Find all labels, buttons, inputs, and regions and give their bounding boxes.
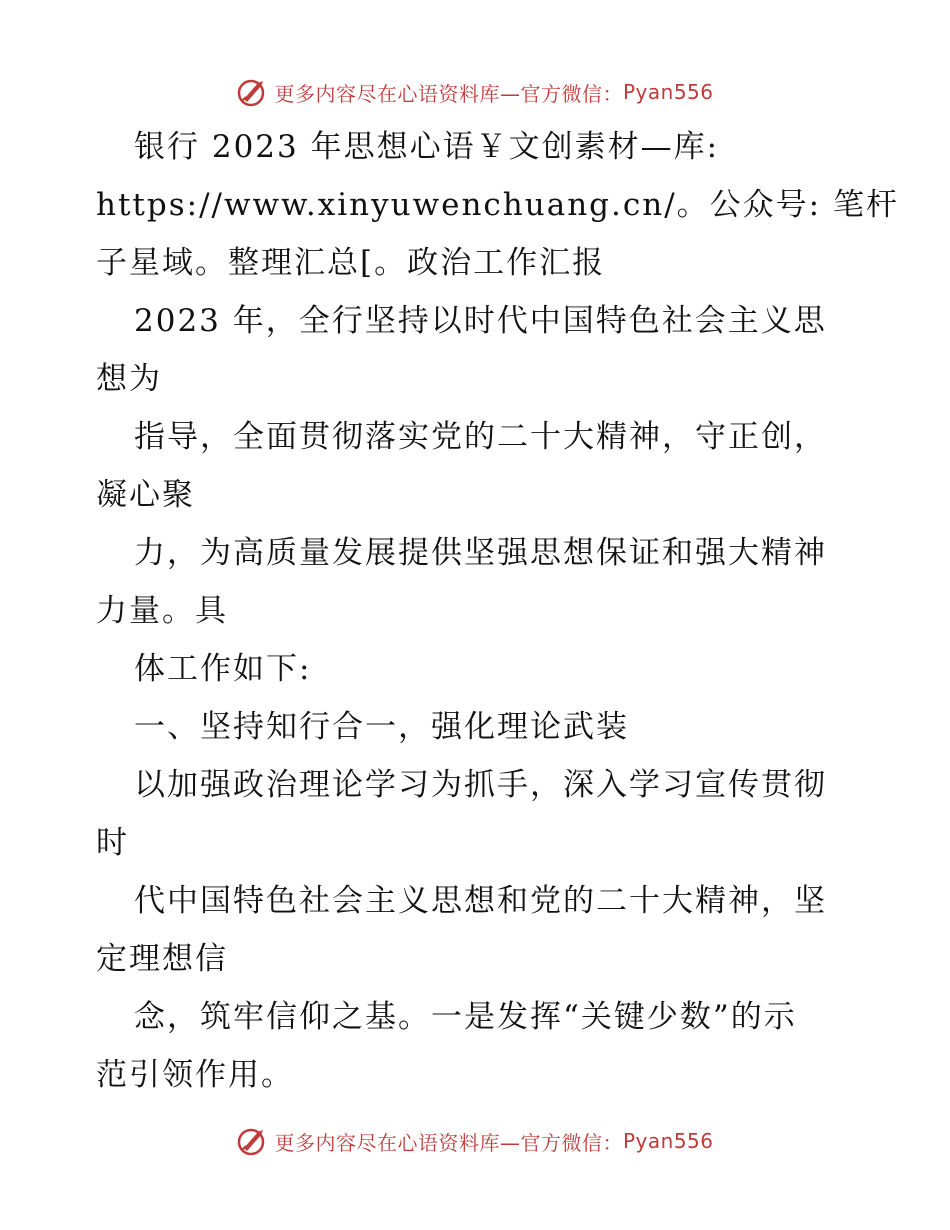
section-heading: 一、坚持知行合一，强化理论武装 — [134, 709, 629, 745]
pen-logo-icon — [236, 1124, 270, 1158]
banner-text: 更多内容尽在心语资料库—官方微信： — [274, 1130, 623, 1155]
pen-logo-icon — [236, 75, 270, 109]
text-line: 银行 2023 年思想心语￥文创素材—库: — [134, 129, 720, 165]
banner-text: 更多内容尽在心语资料库—官方微信： — [274, 81, 623, 106]
text-line: 体工作如下: — [134, 651, 312, 687]
text-line: 念，筑牢信仰之基。一是发挥“关键少数”的示 — [134, 999, 797, 1035]
text-line: 指导，全面贯彻落实党的二十大精神，守正创， — [134, 419, 827, 455]
footer-banner — [0, 1121, 950, 1161]
text-line: 凝心聚 — [96, 477, 195, 513]
text-line: 以加强政治理论学习为抓手，深入学习宣传贯彻 — [134, 767, 827, 803]
text-line: 子星域。整理汇总[。政治工作汇报 — [96, 245, 606, 281]
text-line: 力，为高质量发展提供坚强思想保证和强大精神 — [134, 535, 827, 571]
banner-wechat-id: Pyan556 — [622, 80, 714, 104]
text-line: 范引领作用。 — [96, 1057, 294, 1093]
document-body — [96, 118, 899, 1104]
text-line: 代中国特色社会主义思想和党的二十大精神，坚 — [134, 883, 827, 919]
text-line: 想为 — [96, 361, 162, 397]
text-line: https://www.xinyuwenchuang.cn/。公众号: 笔杆 — [96, 187, 899, 223]
text-line: 力量。具 — [96, 593, 228, 629]
banner-wechat-id: Pyan556 — [622, 1129, 714, 1153]
text-line: 时 — [96, 825, 129, 861]
text-line: 2023 年，全行坚持以时代中国特色社会主义思 — [134, 303, 827, 339]
header-banner — [0, 72, 950, 112]
text-line: 定理想信 — [96, 941, 228, 977]
